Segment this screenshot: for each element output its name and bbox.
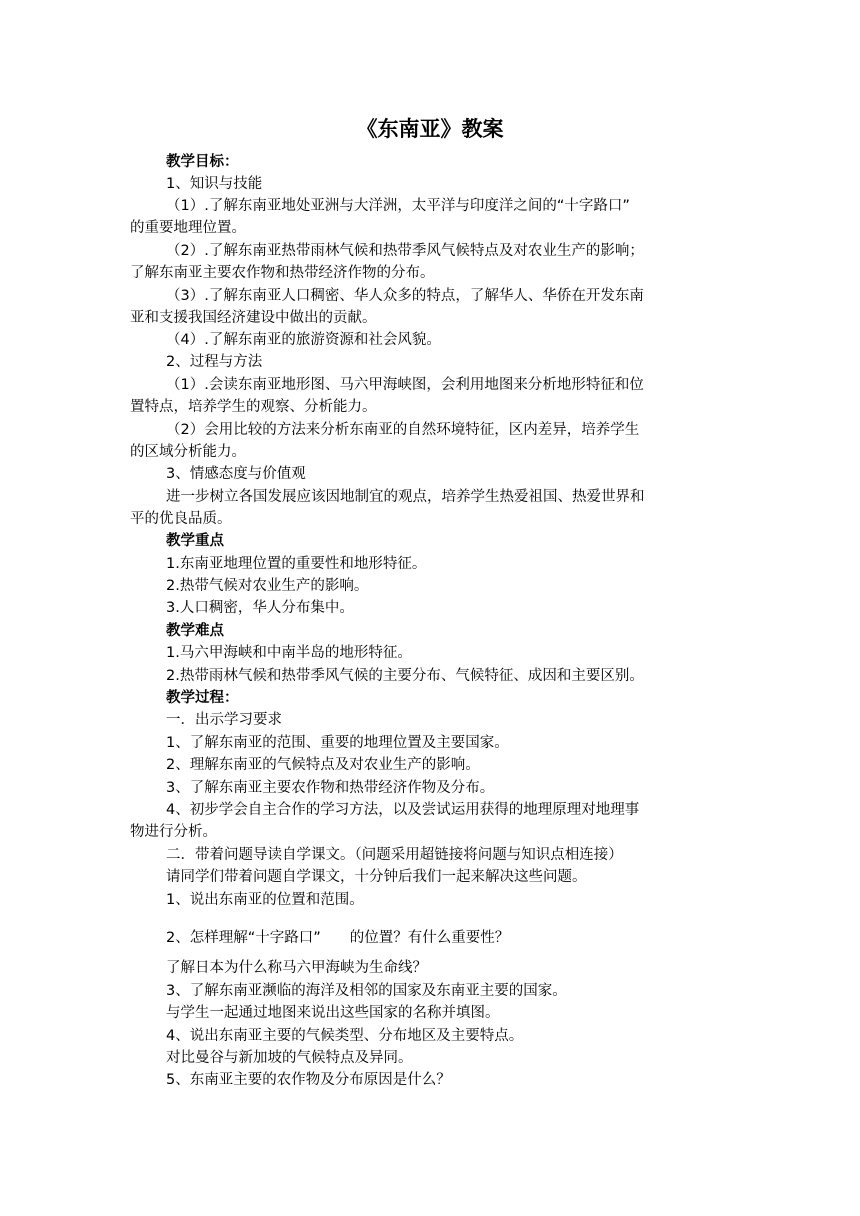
text-line: 2.热带气候对农业生产的影响。 bbox=[166, 578, 369, 594]
text-line: 亚和支援我国经济建设中做出的贡献。 bbox=[130, 310, 377, 326]
text-line: 1.马六甲海峡和中南半岛的地形特征。 bbox=[166, 645, 412, 661]
key-points-heading: 教学重点 bbox=[166, 533, 224, 549]
text-line: 2、过程与方法 bbox=[166, 354, 263, 370]
process-heading: 教学过程： bbox=[166, 690, 239, 706]
text-line: （1）.会读东南亚地形图、马六甲海峡图，会利用地图来分析地形特征和位 bbox=[166, 377, 644, 393]
text-line: （3）.了解东南亚人口稠密、华人众多的特点，了解华人、华侨在开发东南 bbox=[166, 288, 644, 304]
text-line: 置特点，培养学生的观察、分析能力。 bbox=[130, 399, 377, 415]
objectives-heading: 教学目标： bbox=[166, 154, 239, 170]
text-line: 了解东南亚主要农作物和热带经济作物的分布。 bbox=[130, 265, 435, 281]
text-line: 3、情感态度与价值观 bbox=[166, 466, 306, 482]
text-line: 4、说出东南亚主要的气候类型、分布地区及主要特点。 bbox=[166, 1028, 524, 1044]
text-line: 2、怎样理解“十字路口” 的位置？有什么重要性？ bbox=[166, 930, 510, 946]
text-line: 的区域分析能力。 bbox=[130, 444, 246, 460]
text-line: 的重要地理位置。 bbox=[130, 220, 246, 236]
text-line: 对比曼谷与新加坡的气候特点及异同。 bbox=[166, 1050, 413, 1066]
text-line: 3、了解东南亚濒临的海洋及相邻的国家及东南亚主要的国家。 bbox=[166, 983, 567, 999]
text-line: 2、理解东南亚的气候特点及对农业生产的影响。 bbox=[166, 757, 480, 773]
difficulties-heading: 教学难点 bbox=[166, 623, 224, 639]
text-line: 3.人口稠密，华人分布集中。 bbox=[166, 600, 354, 616]
text-line: 进一步树立各国发展应该因地制宜的观点，培养学生热爱祖国、热爱世界和 bbox=[166, 489, 645, 505]
text-line: 4、初步学会自主合作的学习方法，以及尝试运用获得的地理原理对地理事 bbox=[166, 802, 640, 818]
text-line: 5、东南亚主要的农作物及分布原因是什么？ bbox=[166, 1072, 451, 1088]
text-line: 二．带着问题导读自学课文。（问题采用超链接将问题与知识点相连接） bbox=[166, 847, 623, 863]
text-line: 1、知识与技能 bbox=[166, 176, 263, 192]
text-line: 1.东南亚地理位置的重要性和地形特征。 bbox=[166, 556, 427, 572]
text-line: 物进行分析。 bbox=[130, 824, 217, 840]
text-line: （1）.了解东南亚地处亚洲与大洋洲，太平洋与印度洋之间的“十字路口” bbox=[166, 198, 630, 214]
text-line: 与学生一起通过地图来说出这些国家的名称并填图。 bbox=[166, 1005, 500, 1021]
text-line: 1、说出东南亚的位置和范围。 bbox=[166, 892, 364, 908]
text-line: 1、了解东南亚的范围、重要的地理位置及主要国家。 bbox=[166, 735, 509, 751]
text-line: （2）.了解东南亚热带雨林气候和热带季风气候特点及对农业生产的影响； bbox=[166, 243, 644, 259]
text-line: 请同学们带着问题自学课文，十分钟后我们一起来解决这些问题。 bbox=[166, 869, 587, 885]
text-line: 一．出示学习要求 bbox=[166, 712, 282, 728]
text-line: （2）会用比较的方法来分析东南亚的自然环境特征，区内差异，培养学生 bbox=[166, 422, 640, 438]
text-line: （4）.了解东南亚的旅游资源和社会风貌。 bbox=[166, 332, 441, 348]
text-line: 了解日本为什么称马六甲海峡为生命线？ bbox=[166, 960, 427, 976]
text-line: 2.热带雨林气候和热带季风气候的主要分布、气候特征、成因和主要区别。 bbox=[166, 668, 644, 684]
document-title: 《东南亚》教案 bbox=[356, 117, 504, 141]
text-line: 平的优良品质。 bbox=[130, 511, 232, 527]
text-line: 3、了解东南亚主要农作物和热带经济作物及分布。 bbox=[166, 780, 495, 796]
